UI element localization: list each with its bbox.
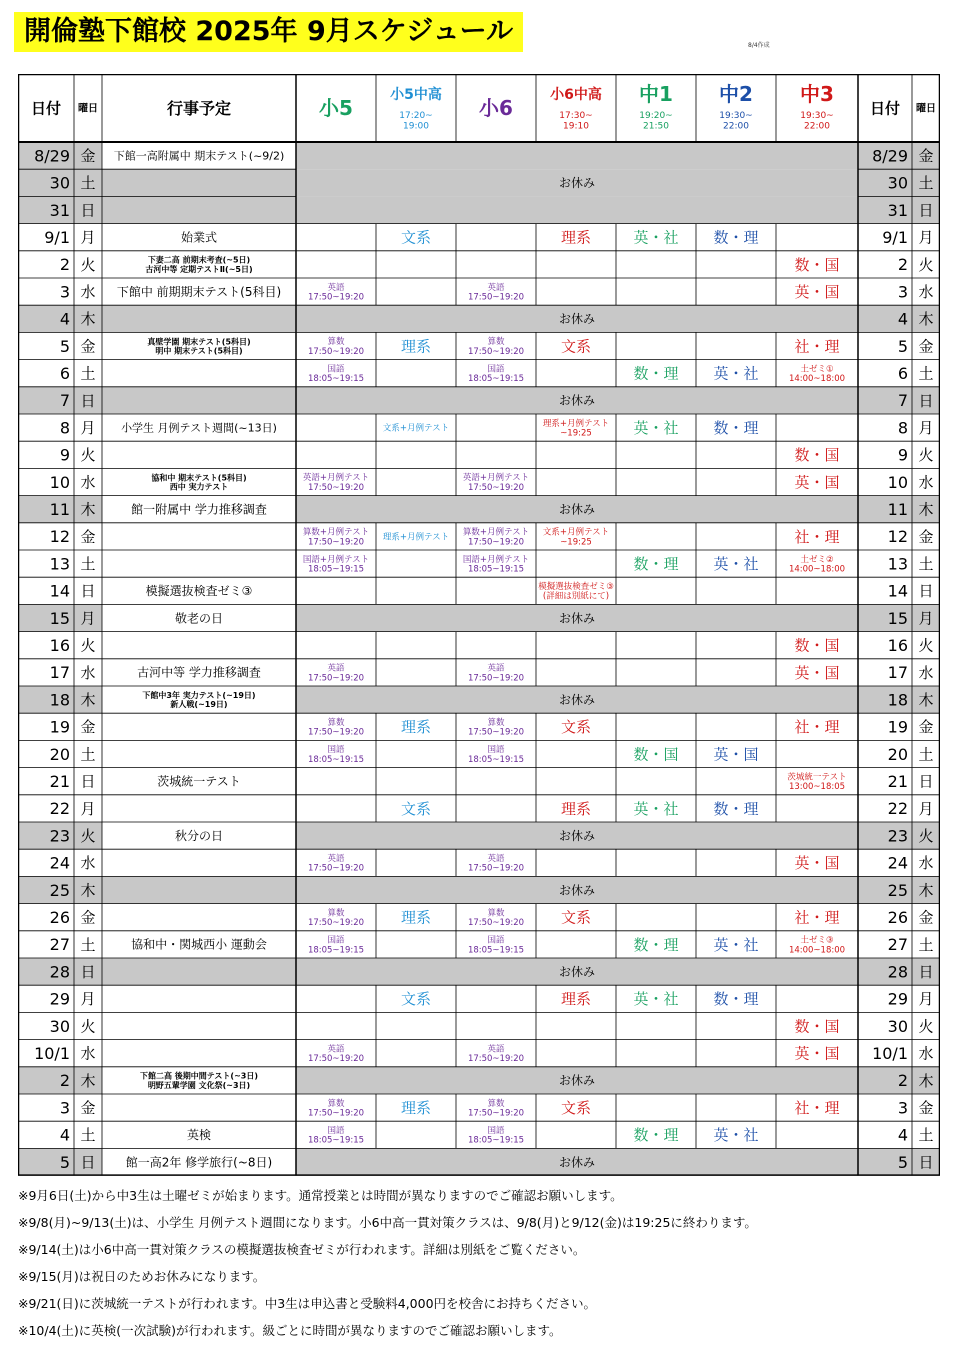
date-cell-right: 28 <box>887 962 908 982</box>
class-cell: 理系 <box>560 799 592 818</box>
date-cell: 11 <box>49 499 70 519</box>
class-cell: 国語 18:05~19:15 <box>307 935 365 956</box>
dow-cell: 木 <box>80 500 96 519</box>
header-date: 日付 <box>30 99 62 118</box>
class-cell: 社・理 <box>794 718 840 737</box>
class-cell: 英・社 <box>713 935 759 954</box>
dow-cell: 土 <box>80 935 96 954</box>
event-cell: 下館二高 後期中間テスト(~3日)明野五輩学園 文化祭(~3日) <box>139 1071 259 1090</box>
class-cell: 文系 <box>400 990 432 1009</box>
class-cell: 理系+月例テスト~19:25 <box>542 418 610 439</box>
date-cell-right: 16 <box>887 635 908 655</box>
dow-cell-right: 水 <box>918 854 934 873</box>
header-class-time: 19:20~ 21:50 <box>639 111 673 132</box>
class-cell: 理系 <box>400 908 432 927</box>
date-cell: 9 <box>59 445 70 465</box>
date-cell-right: 23 <box>887 826 908 846</box>
class-cell: 文系 <box>400 799 432 818</box>
header-class-name: 小5中高 <box>390 87 442 104</box>
date-cell-right: 9 <box>897 445 908 465</box>
page-title: 開倫塾下館校 2025年 9月スケジュール <box>14 12 523 52</box>
dow-cell: 月 <box>80 799 96 818</box>
dow-cell: 金 <box>80 337 96 356</box>
closed-label: お休み <box>558 828 596 843</box>
header-class-time: 17:30~ 19:10 <box>559 111 593 132</box>
date-cell: 27 <box>49 935 70 955</box>
date-cell: 30 <box>49 1016 70 1036</box>
dow-cell-right: 月 <box>918 990 934 1009</box>
date-cell-right: 29 <box>887 989 908 1009</box>
closed-label: お休み <box>558 611 596 626</box>
header-class-name: 小6中高 <box>550 87 602 104</box>
date-cell-right: 14 <box>887 581 908 601</box>
dow-cell-right: 水 <box>918 663 934 682</box>
date-cell-right: 8/29 <box>872 146 908 166</box>
class-cell: 英・社 <box>713 555 759 573</box>
class-cell: 英・国 <box>794 473 840 492</box>
date-cell-right: 3 <box>897 1098 908 1118</box>
class-cell: 文系 <box>560 337 592 356</box>
date-cell: 6 <box>59 363 70 383</box>
event-cell: 小学生 月例テスト週間(~13日) <box>121 421 277 435</box>
note-line: ※10/4(土)に英検(一次試験)が行われます。級ごとに時間が異なりますのでご確認お願いします。 <box>18 1323 562 1338</box>
date-cell-right: 8 <box>897 418 908 438</box>
header-dow: 曜日 <box>78 103 98 115</box>
closed-label: お休み <box>558 883 596 898</box>
class-cell: 数・理 <box>633 935 679 954</box>
note-line: ※9/14(土)は小6中高一貫対策クラスの模擬選抜検査ゼミが行われます。詳細は別紙をご覧ください。 <box>18 1242 586 1257</box>
class-cell: 理系 <box>400 337 432 356</box>
date-cell-right: 12 <box>887 527 908 547</box>
class-cell: 土ゼミ③ 14:00~18:00 <box>788 935 846 956</box>
dow-cell: 木 <box>80 1071 96 1090</box>
class-cell: 数・理 <box>633 1126 679 1145</box>
class-cell: 算数 17:50~19:20 <box>467 908 525 929</box>
dow-cell: 日 <box>80 201 96 220</box>
class-cell: 英・国 <box>794 1044 840 1063</box>
class-cell: 社・理 <box>794 527 840 546</box>
date-cell-right: 27 <box>887 935 908 955</box>
dow-cell: 金 <box>80 1099 96 1117</box>
class-cell: 数・理 <box>713 228 759 247</box>
dow-cell: 土 <box>80 364 96 383</box>
date-cell-right: 13 <box>887 554 908 574</box>
note-line: ※9/8(月)~9/13(土)は、小学生 月例テスト週間になります。小6中高一貫対策クラスは、9/8(月)と9/12(金)は19:25に終わります。 <box>18 1215 757 1230</box>
closed-label: お休み <box>558 393 596 408</box>
date-cell-right: 17 <box>887 663 908 683</box>
class-cell: 英・社 <box>633 799 679 818</box>
date-cell-right: 9/1 <box>882 227 908 247</box>
date-cell: 31 <box>49 200 70 220</box>
class-cell: 国語 18:05~19:15 <box>307 364 365 385</box>
dow-cell-right: 金 <box>918 527 934 546</box>
date-cell: 3 <box>59 282 70 302</box>
class-cell: 英語 17:50~19:20 <box>467 1044 525 1065</box>
date-cell-right: 19 <box>887 717 908 737</box>
class-cell: 国語 18:05~19:15 <box>467 745 525 765</box>
date-cell: 15 <box>49 608 70 628</box>
dow-cell-right: 日 <box>918 772 934 791</box>
class-cell: 土ゼミ① 14:00~18:00 <box>788 364 846 385</box>
header-class-name: 小5 <box>319 96 353 121</box>
event-cell: 協和中 期末テスト(5科目)西中 実力テスト <box>151 473 247 492</box>
dow-cell: 月 <box>80 228 96 247</box>
dow-cell: 金 <box>80 527 96 546</box>
dow-cell: 日 <box>80 772 96 791</box>
event-cell: 館一高2年 修学旅行(~8日) <box>125 1155 273 1170</box>
closed-label: お休み <box>558 502 596 517</box>
dow-cell: 月 <box>80 990 96 1009</box>
date-cell-right: 24 <box>887 853 908 873</box>
class-cell: 英語+月例テスト 17:50~19:20 <box>462 473 530 493</box>
closed-row-bg <box>18 196 940 223</box>
dow-cell: 木 <box>80 881 96 900</box>
class-cell: 英・国 <box>794 663 840 682</box>
class-cell: 算数+月例テスト 17:50~19:20 <box>302 527 370 548</box>
class-cell: 英語 17:50~19:20 <box>307 663 365 684</box>
dow-cell-right: 月 <box>918 609 934 628</box>
closed-label: お休み <box>558 692 596 707</box>
date-cell: 8/29 <box>34 146 70 166</box>
date-cell: 10 <box>49 472 70 492</box>
class-cell: 国語+月例テスト 18:05~19:15 <box>462 554 530 575</box>
date-cell-right: 20 <box>887 744 908 764</box>
header-class-time: 17:20~ 19:00 <box>399 111 433 132</box>
class-cell: 英・社 <box>633 228 679 247</box>
event-cell: 始業式 <box>180 230 218 245</box>
class-cell: 文系 <box>560 908 592 927</box>
date-cell: 4 <box>59 309 70 329</box>
date-cell: 30 <box>49 173 70 193</box>
date-cell: 4 <box>59 1125 70 1145</box>
date-cell: 5 <box>59 1152 70 1172</box>
notes-section <box>18 1182 948 1344</box>
date-cell-right: 30 <box>887 1016 908 1036</box>
date-cell-right: 15 <box>887 608 908 628</box>
date-cell: 3 <box>59 1098 70 1118</box>
dow-cell-right: 水 <box>918 283 934 301</box>
class-cell: 算数 17:50~19:20 <box>307 908 365 929</box>
date-cell-right: 5 <box>897 336 908 356</box>
class-cell: 英・社 <box>713 364 759 383</box>
class-cell: 数・国 <box>794 255 840 274</box>
class-cell: 文系 <box>560 1099 592 1117</box>
date-cell-right: 10 <box>887 472 908 492</box>
date-cell-right: 4 <box>897 1125 908 1145</box>
dow-cell: 火 <box>80 1017 96 1036</box>
header-class-time: 19:30~ 22:00 <box>800 111 834 132</box>
date-cell: 9/1 <box>44 227 70 247</box>
class-cell: 英・国 <box>713 745 759 764</box>
date-cell: 29 <box>49 989 70 1009</box>
date-cell-right: 5 <box>897 1152 908 1172</box>
class-cell: 文系+月例テスト <box>382 423 450 434</box>
dow-cell-right: 火 <box>918 446 934 465</box>
note-line: ※9月6日(土)から中3生は土曜ゼミが始まります。通常授業とは時間が異なりますのでご確認お願いします。 <box>18 1188 623 1203</box>
class-cell: 社・理 <box>794 908 840 927</box>
date-cell-right: 6 <box>897 363 908 383</box>
class-cell: 算数 17:50~19:20 <box>307 717 365 738</box>
dow-cell-right: 月 <box>918 228 934 247</box>
note-line: ※9/21(日)に茨城統一テストが行われます。中3生は申込書と受験料4,000円を校舎にお持ちください。 <box>18 1296 597 1311</box>
dow-cell-right: 日 <box>918 391 934 410</box>
date-cell: 23 <box>49 826 70 846</box>
dow-cell: 土 <box>80 1126 96 1145</box>
date-cell: 17 <box>49 663 70 683</box>
date-cell: 25 <box>49 880 70 900</box>
dow-cell-right: 日 <box>918 963 934 981</box>
date-cell: 24 <box>49 853 70 873</box>
class-cell: 数・国 <box>633 745 679 764</box>
class-cell: 英語 17:50~19:20 <box>307 1044 365 1065</box>
class-cell: 国語 18:05~19:15 <box>467 1125 525 1146</box>
class-cell: 算数 17:50~19:20 <box>467 1098 525 1119</box>
note-line: ※9/15(月)は祝日のためお休みになります。 <box>18 1269 266 1284</box>
event-cell: 茨城統一テスト <box>157 774 241 789</box>
event-cell: 下妻二高 前期末考査(~5日)古河中等 定期テストⅡ(~5日) <box>145 255 253 274</box>
dow-cell: 火 <box>80 827 96 845</box>
class-cell: 国語+月例テスト 18:05~19:15 <box>302 554 370 575</box>
event-cell: 模擬選抜検査ゼミ③ <box>145 584 253 599</box>
class-cell: 数・国 <box>794 446 840 465</box>
date-cell-right: 26 <box>887 907 908 927</box>
dow-cell: 日 <box>80 582 96 601</box>
header-class-name: 中1 <box>639 82 673 107</box>
event-cell: 真壁学園 期末テスト(5科目)明中 期末テスト(5科目) <box>147 337 251 356</box>
closed-label: お休み <box>558 1155 596 1170</box>
class-cell: 算数 17:50~19:20 <box>467 337 525 357</box>
event-cell: 下館一高附属中 期末テスト(~9/2) <box>113 149 285 163</box>
class-cell: 理系 <box>400 718 432 737</box>
date-cell-right: 10/1 <box>872 1043 908 1063</box>
dow-cell: 金 <box>80 147 96 165</box>
dow-cell: 土 <box>80 555 96 573</box>
event-cell: 英検 <box>186 1128 212 1143</box>
dow-cell-right: 木 <box>918 310 934 329</box>
event-cell: 古河中等 学力推移調査 <box>137 665 261 680</box>
class-cell: 算数 17:50~19:20 <box>467 717 525 738</box>
class-cell: 茨城統一テスト 13:00~18:05 <box>787 772 847 793</box>
dow-cell-right: 木 <box>918 1071 934 1090</box>
class-cell: 数・理 <box>633 364 679 383</box>
class-cell: 理系 <box>400 1099 432 1117</box>
date-cell: 7 <box>59 391 70 411</box>
closed-label: お休み <box>558 176 596 191</box>
dow-cell: 土 <box>80 174 96 193</box>
class-cell: 英語 17:50~19:20 <box>307 853 365 874</box>
dow-cell-right: 土 <box>918 364 934 383</box>
class-cell: 英語 17:50~19:20 <box>467 282 525 303</box>
date-cell: 2 <box>59 255 70 275</box>
dow-cell-right: 火 <box>918 255 934 274</box>
date-cell: 5 <box>59 336 70 356</box>
class-cell: 算数 17:50~19:20 <box>307 337 365 357</box>
event-cell: 秋分の日 <box>174 828 224 843</box>
class-cell: 英・社 <box>713 1126 759 1145</box>
event-cell: 館一附属中 学力推移調査 <box>131 502 267 517</box>
date-cell: 19 <box>49 717 70 737</box>
dow-cell-right: 金 <box>918 718 934 737</box>
class-cell: 理系 <box>560 228 592 247</box>
date-cell: 18 <box>49 690 70 710</box>
header-class-name: 中3 <box>800 82 834 107</box>
header-date-right: 日付 <box>869 99 901 118</box>
closed-row-bg <box>18 387 940 414</box>
closed-label: お休み <box>558 1073 596 1088</box>
event-cell: 下館中 前期期末テスト(5科目) <box>116 284 282 299</box>
class-cell: 文系 <box>400 228 432 247</box>
header-dow-right: 曜日 <box>916 103 936 115</box>
dow-cell: 日 <box>80 391 96 410</box>
class-cell: 数・理 <box>713 990 759 1009</box>
date-cell-right: 18 <box>887 690 908 710</box>
dow-cell: 火 <box>80 636 96 655</box>
dow-cell: 水 <box>80 1044 96 1063</box>
closed-label: お休み <box>558 964 596 979</box>
class-cell: 英語 17:50~19:20 <box>467 663 525 684</box>
class-cell: 数・国 <box>794 636 840 655</box>
dow-cell: 水 <box>80 854 96 873</box>
class-cell: 国語 18:05~19:15 <box>307 745 365 765</box>
dow-cell-right: 木 <box>918 881 934 900</box>
created-date-mark: 8/4作成 <box>748 42 770 49</box>
dow-cell: 月 <box>80 419 96 437</box>
dow-cell: 水 <box>80 283 96 301</box>
dow-cell-right: 水 <box>918 473 934 492</box>
class-cell: 理系 <box>560 990 592 1009</box>
dow-cell-right: 土 <box>918 745 934 764</box>
closed-row-bg <box>18 169 940 196</box>
class-cell: 国語 18:05~19:15 <box>467 935 525 956</box>
date-cell: 13 <box>49 554 70 574</box>
class-cell: 社・理 <box>794 337 840 356</box>
date-cell: 10/1 <box>34 1043 70 1063</box>
dow-cell-right: 日 <box>918 1153 934 1172</box>
header-event: 行事予定 <box>166 98 232 118</box>
class-cell: 文系+月例テスト~19:25 <box>542 527 610 548</box>
class-cell: 数・理 <box>713 419 759 437</box>
date-cell-right: 21 <box>887 771 908 791</box>
schedule-table <box>18 74 940 1180</box>
header-class-time: 19:30~ 22:00 <box>719 111 753 132</box>
date-cell-right: 4 <box>897 309 908 329</box>
class-cell: 英語+月例テスト 17:50~19:20 <box>302 473 370 493</box>
class-cell: 土ゼミ② 14:00~18:00 <box>788 554 846 575</box>
class-cell: 数・理 <box>713 799 759 818</box>
class-cell: 社・理 <box>794 1099 840 1117</box>
class-cell: 算数+月例テスト 17:50~19:20 <box>462 527 530 548</box>
date-cell: 26 <box>49 907 70 927</box>
dow-cell: 月 <box>80 609 96 628</box>
dow-cell-right: 金 <box>918 1099 934 1117</box>
closed-row-bg <box>18 305 940 332</box>
closed-row-bg <box>18 876 940 903</box>
class-cell: 国語 18:05~19:15 <box>307 1125 365 1146</box>
dow-cell: 土 <box>80 745 96 764</box>
dow-cell-right: 日 <box>918 582 934 601</box>
closed-label: お休み <box>558 312 596 327</box>
date-cell: 21 <box>49 771 70 791</box>
dow-cell: 金 <box>80 718 96 737</box>
date-cell: 16 <box>49 635 70 655</box>
closed-row-bg <box>18 958 940 985</box>
dow-cell-right: 木 <box>918 500 934 519</box>
date-cell: 28 <box>49 962 70 982</box>
date-cell-right: 7 <box>897 391 908 411</box>
class-cell: 算数 17:50~19:20 <box>307 1098 365 1119</box>
event-cell: 下館中3年 実力テスト(~19日)新人戦(~19日) <box>142 690 256 710</box>
dow-cell-right: 土 <box>918 1126 934 1145</box>
class-cell: 英語 17:50~19:20 <box>467 853 525 874</box>
event-cell: 敬老の日 <box>174 611 224 626</box>
dow-cell: 水 <box>80 663 96 682</box>
date-cell-right: 11 <box>887 499 908 519</box>
header-class-name: 中2 <box>719 82 753 107</box>
dow-cell-right: 金 <box>918 337 934 356</box>
class-cell: 理系+月例テスト <box>382 532 450 543</box>
dow-cell: 日 <box>80 963 96 981</box>
class-cell: 英・国 <box>794 854 840 873</box>
date-cell: 8 <box>59 418 70 438</box>
dow-cell-right: 金 <box>918 908 934 927</box>
date-cell-right: 25 <box>887 880 908 900</box>
date-cell-right: 22 <box>887 799 908 819</box>
class-cell: 数・理 <box>633 555 679 573</box>
dow-cell-right: 木 <box>918 691 934 709</box>
dow-cell-right: 土 <box>918 555 934 573</box>
date-cell: 22 <box>49 799 70 819</box>
class-cell: 英・社 <box>633 990 679 1009</box>
date-cell-right: 2 <box>897 1071 908 1091</box>
dow-cell: 木 <box>80 310 96 329</box>
header-class-name: 小6 <box>479 96 513 121</box>
date-cell-right: 31 <box>887 200 908 220</box>
dow-cell: 火 <box>80 255 96 274</box>
date-cell-right: 2 <box>897 255 908 275</box>
dow-cell: 日 <box>80 1153 96 1172</box>
class-cell: 模擬選抜検査ゼミ③ (詳細は別紙にて) <box>538 581 614 602</box>
date-cell: 2 <box>59 1071 70 1091</box>
dow-cell-right: 土 <box>918 174 934 193</box>
date-cell: 14 <box>49 581 70 601</box>
date-cell-right: 30 <box>887 173 908 193</box>
class-cell: 英・国 <box>794 283 840 301</box>
dow-cell-right: 日 <box>918 201 934 220</box>
dow-cell: 木 <box>80 691 96 709</box>
dow-cell-right: 水 <box>918 1044 934 1063</box>
dow-cell: 水 <box>80 473 96 492</box>
class-cell: 文系 <box>560 718 592 737</box>
class-cell: 英語 17:50~19:20 <box>307 282 365 303</box>
dow-cell-right: 月 <box>918 799 934 818</box>
dow-cell: 金 <box>80 908 96 927</box>
date-cell: 12 <box>49 527 70 547</box>
class-cell: 数・国 <box>794 1017 840 1036</box>
dow-cell-right: 金 <box>918 147 934 165</box>
dow-cell-right: 火 <box>918 827 934 845</box>
date-cell-right: 3 <box>897 282 908 302</box>
dow-cell-right: 火 <box>918 636 934 655</box>
dow-cell-right: 土 <box>918 935 934 954</box>
class-cell: 英・社 <box>633 419 679 437</box>
class-cell: 国語 18:05~19:15 <box>467 364 525 385</box>
event-cell: 協和中・関城西小 運動会 <box>131 937 267 952</box>
dow-cell-right: 火 <box>918 1017 934 1036</box>
date-cell: 20 <box>49 744 70 764</box>
dow-cell: 火 <box>80 446 96 465</box>
dow-cell-right: 月 <box>918 419 934 437</box>
